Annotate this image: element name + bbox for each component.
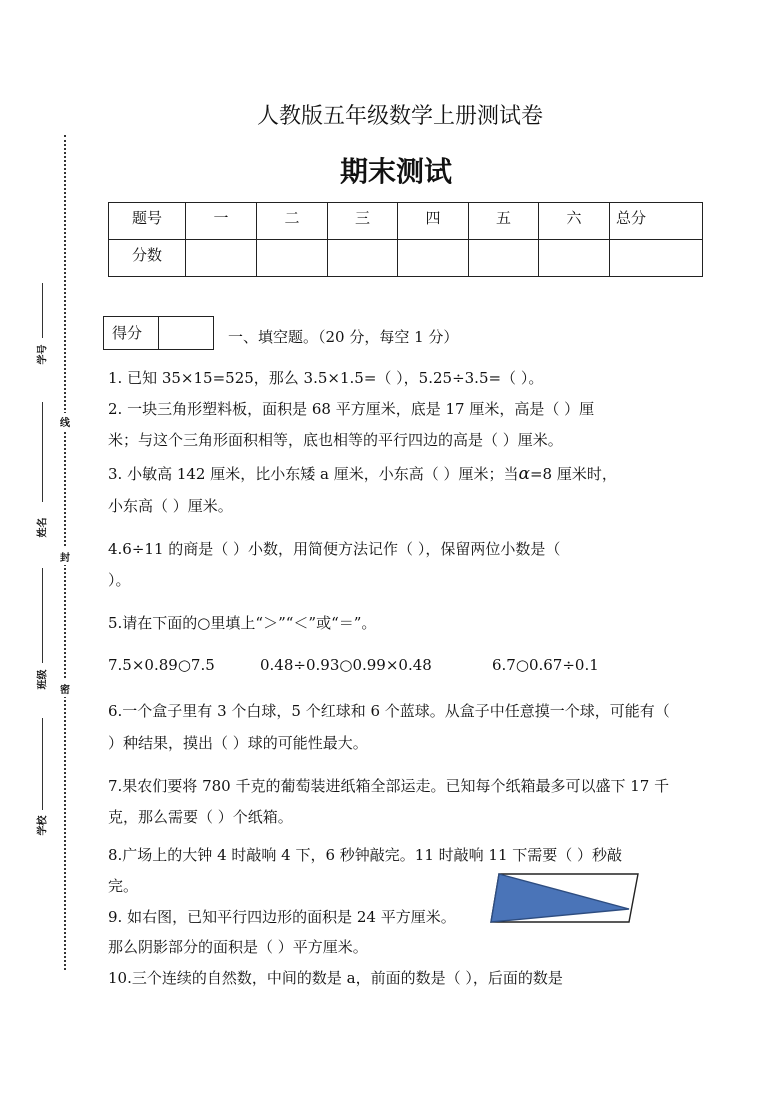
- exam-title: 人教版五年级数学上册测试卷: [256, 104, 543, 129]
- name-label: 姓名: [37, 517, 49, 538]
- score-table-cell: 六: [539, 203, 610, 240]
- section-score-box: [103, 316, 214, 350]
- score-input-cell[interactable]: [328, 240, 398, 277]
- score-table: [108, 202, 703, 277]
- seal-mark-secret: 密: [60, 680, 70, 697]
- score-table-cell: 一: [186, 203, 257, 240]
- school-label: 学校: [37, 815, 49, 836]
- question-3-text-end: =8 厘米时，: [529, 465, 617, 483]
- score-input-cell[interactable]: [539, 240, 610, 277]
- parallelogram-figure: [490, 873, 640, 925]
- score-input-cell[interactable]: [186, 240, 257, 277]
- question-3-line-1: [108, 463, 617, 484]
- score-table-cell: 二: [257, 203, 328, 240]
- question-5-item-a: 7.5×0.89○7.5: [108, 656, 215, 674]
- question-3-text: 3. 小敏高 142 厘米，比小东矮 a 厘米，小东高（ ）厘米；当: [108, 465, 519, 483]
- question-5: 5.请在下面的○里填上“＞”“＜”或“＝”。: [108, 614, 377, 632]
- student-id-blank: [42, 283, 44, 338]
- question-6-line-1: 6.一个盒子里有 3 个白球，5 个红球和 6 个蓝球。从盒子中任意摸一个球，可能有（: [108, 702, 670, 720]
- score-table-cell: 三: [328, 203, 398, 240]
- score-table-cell: 四: [398, 203, 469, 240]
- question-1: 1. 已知 35×15=525，那么 3.5×1.5=（ ），5.25÷3.5=（ ）。: [108, 369, 544, 387]
- section-score-input[interactable]: [159, 317, 213, 349]
- question-5-item-c: 6.7○0.67÷0.1: [492, 656, 599, 674]
- score-input-cell[interactable]: [398, 240, 469, 277]
- class-blank: [42, 568, 44, 663]
- question-6-line-2: ）种结果，摸出（ ）球的可能性最大。: [108, 734, 368, 752]
- score-input-cell[interactable]: [469, 240, 539, 277]
- score-table-cell: 五: [469, 203, 539, 240]
- score-table-row-label: 分数: [109, 240, 186, 277]
- seal-mark-seal: 封: [60, 548, 70, 565]
- name-blank: [42, 402, 44, 502]
- school-blank: [42, 718, 44, 810]
- question-5-item-b: 0.48÷0.93○0.99×0.48: [260, 656, 432, 674]
- score-input-cell[interactable]: [257, 240, 328, 277]
- question-2-line-2: 米；与这个三角形面积相等，底也相等的平行四边的高是（ ）厘米。: [108, 431, 563, 449]
- score-table-header-row: [109, 203, 703, 240]
- question-9-line-2: 那么阴影部分的面积是（ ）平方厘米。: [108, 938, 368, 956]
- class-label: 班级: [37, 669, 49, 690]
- student-id-label: 学号: [37, 344, 49, 365]
- question-8-line-1: 8.广场上的大钟 4 时敲响 4 下，6 秒钟敲完。11 时敲响 11 下需要（ ）秒敲: [108, 846, 623, 864]
- question-7-line-2: 克，那么需要（ ）个纸箱。: [108, 808, 293, 826]
- question-3-line-2: 小东高（ ）厘米。: [108, 497, 233, 515]
- score-table-cell: 总分: [610, 203, 703, 240]
- exam-subtitle: 期末测试: [339, 155, 452, 188]
- question-4-line-2: ）。: [108, 571, 131, 589]
- question-3-variable: α: [518, 464, 530, 484]
- section-heading: 一、填空题。（20 分，每空 1 分）: [228, 328, 459, 346]
- seal-mark-line: 线: [60, 413, 70, 430]
- section-score-label: 得分: [104, 317, 159, 349]
- question-4-line-1: 4.6÷11 的商是（ ）小数，用简便方法记作（ ），保留两位小数是（: [108, 540, 561, 558]
- score-table-cell: 题号: [109, 203, 186, 240]
- question-10: 10.三个连续的自然数，中间的数是 a，前面的数是（ ），后面的数是: [108, 969, 563, 987]
- question-2-line-1: 2. 一块三角形塑料板，面积是 68 平方厘米，底是 17 厘米，高是（ ）厘: [108, 400, 595, 418]
- question-8-line-2: 完。: [108, 877, 139, 895]
- score-table-score-row: [109, 240, 703, 277]
- question-7-line-1: 7.果农们要将 780 千克的葡萄装进纸箱全部运走。已知每个纸箱最多可以盛下 17 千: [108, 777, 670, 795]
- question-9-line-1: 9. 如右图，已知平行四边形的面积是 24 平方厘米。: [108, 908, 456, 926]
- score-input-cell[interactable]: [610, 240, 703, 277]
